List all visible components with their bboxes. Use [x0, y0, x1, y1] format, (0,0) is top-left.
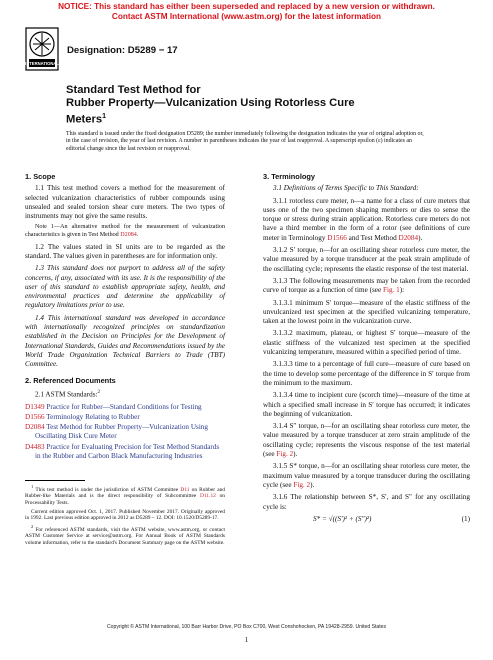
title-line-3: Meters	[66, 113, 103, 126]
scope-heading: 1. Scope	[25, 172, 56, 181]
designation: Designation: D5289 − 17	[67, 45, 178, 56]
terminology-heading: 3. Terminology	[263, 172, 316, 181]
logo-text: INTERNATIONAL	[25, 61, 59, 66]
title-line-2: Rubber Property—Vulcanization Using Rotorless Cure	[66, 97, 355, 109]
section-3-1-1: 3.1.1 rotorless cure meter, n—a name for a class of cure meters that uses one of the two specimen shaping members or dies to sense the torque or stress during strain application. Rotorless cure meters do not have a third member in the form of a rotor (see definitions of cure meter in Terminology D1566 and Test Method D2084).	[263, 196, 470, 242]
footnote-1: $^1$ This test method is under the jurisdiction of ASTM Committee D11 on Rubber and Rubber-like Materials and is the direct responsibility of Subcommittee D11.12 on Processability Tests.	[25, 484, 225, 506]
section-3-1-2: 3.1.2 S′ torque, n—for an oscillating shear rotorless cure meter, the value measured by a torque transducer at the peak strain amplitude of the oscillating cycle; represents the elastic response of the test material.	[263, 246, 470, 273]
section-3-1-3-2: 3.1.3.2 maximum, plateau, or highest S′ torque—measure of the elastic stiffness of the vulcanized test specimen at the specified vulcanizing temperature, measured within a specified period of time.	[263, 329, 470, 357]
equation-text: S* = √((S′)² + (S″)²)	[313, 514, 372, 523]
section-3-1-3-4: 3.1.3.4 time to incipient cure (scorch time)—measure of the time at which a specified small increase in S′ torque has occurred; it indicates the beginning of vulcanization.	[263, 391, 470, 418]
title-footnote-marker[interactable]: 1	[102, 113, 106, 120]
page-number: 1	[244, 636, 249, 644]
section-3-1: 3.1 Definitions of Terms Specific to This Standard:	[273, 184, 419, 193]
ref-item[interactable]: D4483 Practice for Evaluating Precision for Test Method Standards in the Rubber and Carbon Black Manufacturing Industries	[25, 442, 220, 460]
section-1-2: 1.2 The values stated in SI units are to be regarded as the standard. The values given in parentheses are for information only.	[25, 242, 225, 260]
section-3-1-3-3: 3.1.3.3 time to a percentage of full cure—measure of cure based on the time to develop some percentage of the difference in S′ torque from the minimum to the maximum.	[263, 360, 470, 387]
equation-1	[263, 515, 470, 524]
ref-item[interactable]: D1566 Terminology Relating to Rubber	[25, 412, 140, 421]
section-1-3: 1.3 This standard does not purport to address all of the safety concerns, if any, associated with its use. It is the responsibility of the user of this standard to establish appropriate safety, health, and environmental practices and determine the applicability of regulatory limitations prior to use.	[25, 264, 225, 310]
section-3-1-3: 3.1.3 The following measurements may be taken from the recorded curve of torque as a function of time (see Fig. 1):	[263, 276, 470, 295]
astm-logo-icon	[25, 27, 59, 71]
withdrawal-notice	[0, 2, 493, 21]
right-column	[263, 172, 470, 524]
section-3-1-4: 3.1.4 S″ torque, n—for an oscillating shear rotorless cure meter, the value measured by a torque transducer at zero strain amplitude of the oscillating cycle; represents the viscous response of the test material (see Fig. 2).	[263, 422, 470, 459]
section-1-4: 1.4 This international standard was developed in accordance with internationally recognized principles on standardization established in the Decision on Principles for the Development of International Standards, Guides and Recommendations issued by the World Trade Organization Technical Barriers to Trade (TBT) Committee.	[25, 313, 225, 369]
copyright-footer: Copyright © ASTM International, 100 Barr Harbor Drive, PO Box C700, West Conshohocken, PA 19428-2959. United States	[106, 624, 387, 630]
referenced-documents-heading: 2. Referenced Documents	[25, 375, 116, 385]
equation-number: (1)	[461, 514, 470, 523]
section-2-1: 2.1 ASTM Standards:$^2$	[35, 389, 100, 399]
section-3-1-3-1: 3.1.3.1 minimum S′ torque—measure of the elastic stiffness of the unvulcanized test specimen at the specified vulcanizing temperature, taken at the lowest point in the vulcanization curve.	[263, 298, 470, 326]
ref-item[interactable]: D1349 Practice for Rubber—Standard Conditions for Testing	[25, 402, 202, 411]
section-3-1-6: 3.1.6 The relationship between S*, S′, and S″ for any oscillating cycle is:	[263, 493, 470, 511]
footnote-divider	[25, 480, 85, 481]
footnotes	[25, 484, 225, 548]
issuance-statement: This standard is issued under the fixed designation D5289; the number immediately following the designation indicates the year of original adoption or, in the case of revision, the year of last revision. A number in parentheses indicates the year of last reapproval. A superscript epsilon (ε) indicates an editorial change since the last revision or reapproval.	[66, 131, 424, 152]
section-1-1: 1.1 This test method covers a method for the measurement of selected vulcanization characteristics of rubber compounds using unsealed and sealed torsion shear cure meters. The two types of instruments may not give the same results.	[25, 184, 225, 221]
notice-line-1: NOTICE: This standard has either been superseded and replaced by a new version or withdrawn.	[58, 2, 435, 11]
left-column	[25, 172, 225, 462]
section-3-1-5: 3.1.5 S* torque, n—for an oscillating shear rotorless cure meter, the maximum value measured by a torque transducer during the oscillating cycle (see Fig. 2).	[263, 462, 470, 489]
ref-link-d2084[interactable]: D2084	[120, 232, 137, 239]
notice-line-2: Contact ASTM International (www.astm.org) for the latest information	[111, 11, 382, 21]
ref-item[interactable]: D2084 Test Method for Rubber Property—Vulcanization Using Oscillating Disk Cure Meter	[25, 423, 208, 441]
note-1: Note 1—An alternative method for the measurement of vulcanization characteristics is given in Test Method D2084.	[25, 224, 225, 239]
title-line-1: Standard Test Method for	[66, 84, 201, 96]
footnote-2: $^2$ For referenced ASTM standards, visit the ASTM website, www.astm.org, or contact ASTM Customer Service at service@astm.org. For Annual Book of ASTM Standards volume information, refer to the standard's Document Summary page on the ASTM website.	[25, 523, 225, 546]
document-title	[66, 84, 396, 127]
footnote-1-edition: Current edition approved Oct. 1, 2017. Published November 2017. Originally approved in 1992. Last previous edition approved in 2012 as D5289 – 12. DOI: 10.1520/D5289-17.	[25, 508, 225, 522]
